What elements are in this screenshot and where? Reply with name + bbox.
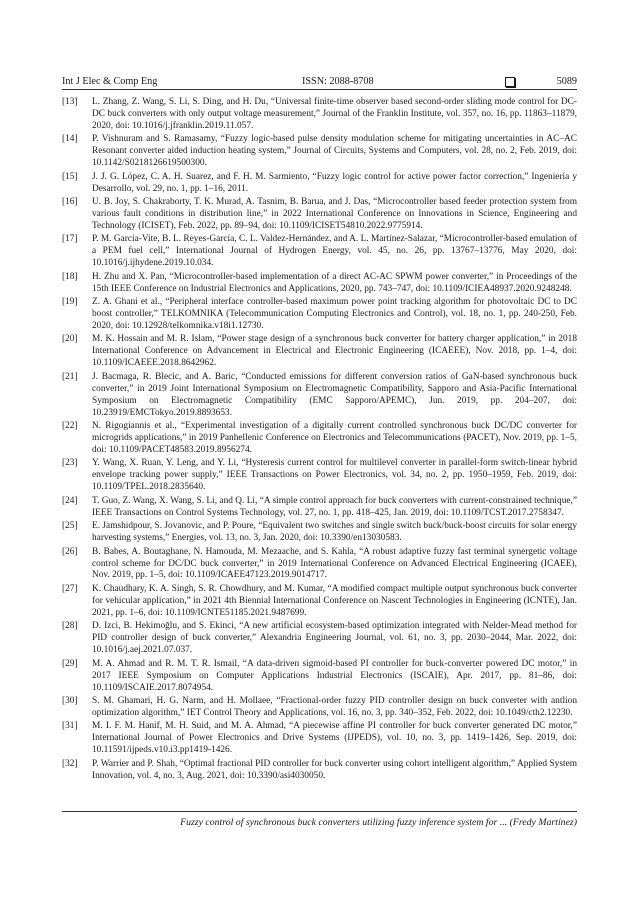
reference-item [62, 584, 577, 620]
reference-text: S. M. Ghamari, H. G. Narm, and H. Mollaee, “Fractional-order fuzzy PID controller design on buck converter with antlion optimization algorithm,” IET Control Theory and Applications, vol. 16, no. 3, pp. 340–352, Feb. 2022, doi: 10.1049/cth2.12230. [92, 695, 577, 718]
reference-item [62, 134, 577, 170]
reference-number: [23] [62, 458, 78, 469]
reference-item [62, 521, 577, 545]
page-number: 5089 [556, 76, 577, 87]
reference-number: [30] [62, 695, 78, 706]
reference-text: M. I. F. M. Hanif, M. H. Suid, and M. A. Ahmad, “A piecewise affine PI controller for buck converter generated DC motor,” International Journal of Power Electronics and Drive Systems (IJPEDS), vol. 10, no. 3, pp. 1419–1426, Sep. 2019, doi: 10.11591/ijpeds.v10.i3.pp1419-1426. [92, 721, 577, 756]
reference-number: [29] [62, 658, 78, 669]
reference-item [62, 421, 577, 457]
reference-item [62, 334, 577, 370]
reference-item [62, 97, 577, 133]
reference-text: J. Bacmaga, R. Blecic, and A. Baric, “Conducted emissions for different conversion ratios of GaN-based synchronous buck converter,” in 2019 Joint International Symposium on Electromagnetic Compatibility, Sapporo and Asia-Pacific International Symposium on Electromagnetic Compatibility (EMC Sapporo/APEMC), Jun. 2019, pp. 204–207, doi: 10.23919/EMCTokyo.2019.8893653. [92, 371, 577, 418]
reference-number: [21] [62, 371, 78, 382]
reference-text: P. Warrier and P. Shah, “Optimal fractional PID controller for buck converter using cohort intelligent algorithm,” Applied System Innovation, vol. 4, no. 3, Aug. 2021, doi: 10.3390/asi4030050. [92, 758, 577, 781]
reference-text: T. Guo, Z. Wang, X. Wang, S. Li, and Q. Li, “A simple control approach for buck converters with current-constrained technique,” IEEE Transactions on Control Systems Technology, vol. 27, no. 1, pp. 418–425, Jan. 2019, doi: 10.1109/TCST.2017.2758347. [92, 495, 577, 518]
reference-number: [31] [62, 721, 78, 732]
reference-item [62, 458, 577, 494]
reference-number: [15] [62, 171, 78, 182]
running-footer: Fuzzy control of synchronous buck converters utilizing fuzzy inference system for ... (Fredy Martínez) [180, 817, 577, 828]
reference-item [62, 759, 577, 783]
reference-text: Z. A. Ghani et al., “Peripheral interface controller-based maximum power point tracking algorithm for photovoltaic DC to DC boost controller,” TELKOMNIKA (Telecommunication Computing Electronics and Control), vol. 18, no. 1, pp. 240-250, Feb. 2020, doi: 10.12928/telkomnika.v18i1.12730. [92, 297, 577, 332]
reference-text: D. Izci, B. Hekimoğlu, and S. Ekinci, “A new artificial ecosystem-based optimization integrated with Nelder-Mead method for PID controller design of buck converter,” Alexandria Engineering Journal, vol. 61, no. 3, pp. 2030–2044, Mar. 2022, doi: 10.1016/j.aej.2021.07.037. [92, 621, 577, 656]
reference-text: J. J. G. López, C. A. H. Suarez, and F. H. M. Sarmiento, “Fuzzy logic control for active power factor correction,” Ingeniería y Desarrollo, vol. 29, no. 1, pp. 1–16, 2011. [92, 171, 577, 194]
reference-number: [32] [62, 758, 78, 769]
reference-item [62, 721, 577, 757]
reference-number: [20] [62, 334, 78, 345]
reference-item [62, 547, 577, 583]
page-header [62, 76, 577, 90]
reference-text: M. A. Ahmad and R. M. T. R. Ismail, “A data-driven sigmoid-based PI controller for buck-converter powered DC motor,” in 2017 IEEE Symposium on Computer Applications Industrial Electronics (ISCAIE), Apr. 2017, pp. 81–86, doi: 10.1109/ISCAIE.2017.8074954. [92, 658, 577, 693]
reference-item [62, 297, 577, 333]
reference-text: Y. Wang, X. Ruan, Y. Leng, and Y. Li, “Hysteresis current control for multilevel converter in parallel-form switch-linear hybrid envelope tracking power supply,” IEEE Transactions on Power Electronics, vol. 34, no. 2, pp. 1950–1959, Feb. 2019, doi: 10.1109/TPEL.2018.2835640. [92, 458, 577, 493]
reference-item [62, 372, 577, 420]
reference-item [62, 172, 577, 196]
reference-text: B. Babes, A. Boutaghane, N. Hamouda, M. Mezaache, and S. Kahla, “A robust adaptive fuzzy fast terminal synergetic voltage control scheme for DC/DC buck converter,” in 2019 International Conference on Advanced Electrical Engineering (ICAEE), Nov. 2019, pp. 1–5, doi: 10.1109/ICAEE47123.2019.9014717. [92, 546, 577, 581]
reference-number: [18] [62, 271, 78, 282]
reference-number: [16] [62, 197, 78, 208]
footer-rule [62, 811, 577, 812]
reference-number: [14] [62, 134, 78, 145]
reference-text: M. K. Hossain and M. R. Islam, “Power stage design of a synchronous buck converter for battery charger application,” in 2018 International Conference on Advancement in Electrical and Electronic Engineering (ICAEEE), Nov. 2018, pp. 1–4, doi: 10.1109/ICAEEE.2018.8642962. [92, 334, 577, 369]
reference-list [62, 97, 577, 784]
reference-text: U. B. Joy, S. Chakraborty, T. K. Murad, A. Tasnim, B. Barua, and J. Das, “Microcontroller based feeder protection system from various fault conditions in distribution line,” in 2022 International Conference on Innovations in Science, Engineering and Technology (ICISET), Feb. 2022, pp. 89–94, doi: 10.1109/ICISET54810.2022.9775914. [92, 197, 577, 232]
reference-item [62, 234, 577, 270]
reference-text: P. M. García-Vite, B. L. Reyes-García, C. L. Valdez-Hernández, and A. L. Martínez-Salazar, “Microcontroller-based emulation of a PEM fuel cell,” International Journal of Hydrogen Energy, vol. 45, no. 26, pp. 13767–13776, May 2020, doi: 10.1016/j.ijhydene.2019.10.034. [92, 234, 577, 269]
reference-number: [26] [62, 546, 78, 557]
issn-label: ISSN: 2088-8708 [302, 76, 374, 87]
reference-text: N. Rigogiannis et al., “Experimental investigation of a digitally current controlled synchronous buck DC/DC converter for microgrids applications,” in 2019 Panhellenic Conference on Electronics and Telecommunications (PACET), Nov. 2019, pp. 1–5, doi: 10.1109/PACET48583.2019.8956274. [92, 421, 577, 456]
reference-item [62, 621, 577, 657]
journal-name: Int J Elec & Comp Eng [62, 76, 158, 87]
reference-number: [27] [62, 583, 78, 594]
reference-text: P. Vishnuram and S. Ramasamy, “Fuzzy logic-based pulse density modulation scheme for mitigating uncertainties in AC–AC Resonant converter aided induction heating system,” Journal of Circuits, Systems and Computers, vol. 28, no. 2, Feb. 2019, doi: 10.1142/S0218126619500300. [92, 134, 577, 169]
reference-number: [25] [62, 521, 78, 532]
reference-item [62, 659, 577, 695]
reference-item [62, 496, 577, 520]
reference-number: [17] [62, 234, 78, 245]
square-icon [505, 77, 515, 87]
reference-item [62, 197, 577, 233]
reference-number: [19] [62, 297, 78, 308]
reference-item [62, 696, 577, 720]
reference-number: [22] [62, 421, 78, 432]
reference-number: [28] [62, 621, 78, 632]
reference-number: [13] [62, 97, 78, 107]
reference-item [62, 272, 577, 296]
reference-text: L. Zhang, Z. Wang, S. Li, S. Ding, and H. Du, “Universal finite-time observer based second-order sliding mode control for DC-DC buck converters with only output voltage measurement,” Journal of the Franklin Institute, vol. 357, no. 16, pp. 11863–11879, 2020, doi: 10.1016/j.jfranklin.2019.11.057. [92, 97, 577, 131]
reference-text: K. Chaudhary, K. A. Singh, S. R. Chowdhury, and M. Kumar, “A modified compact multiple output synchronous buck converter for vehicular application,” in 2021 4th Biennial International Conference on Nascent Technologies in Engineering (ICNTE), Jan. 2021, pp. 1–6, doi: 10.1109/ICNTE51185.2021.9487699. [92, 583, 577, 618]
reference-text: E. Jamshidpour, S. Jovanovic, and P. Poure, “Equivalent two switches and single switch buck/buck-boost circuits for solar energy harvesting systems,” Energies, vol. 13, no. 3, Jan. 2020, doi: 10.3390/en13030583. [92, 521, 577, 544]
header-rule [62, 89, 577, 90]
reference-text: H. Zhu and X. Pan, “Microcontroller-based implementation of a direct AC-AC SPWM power converter,” in Proceedings of the 15th IEEE Conference on Industrial Electronics and Applications, 2020, pp. 743–747, doi: 10.1109/ICIEA48937.2020.9248248. [92, 271, 577, 294]
reference-number: [24] [62, 495, 78, 506]
